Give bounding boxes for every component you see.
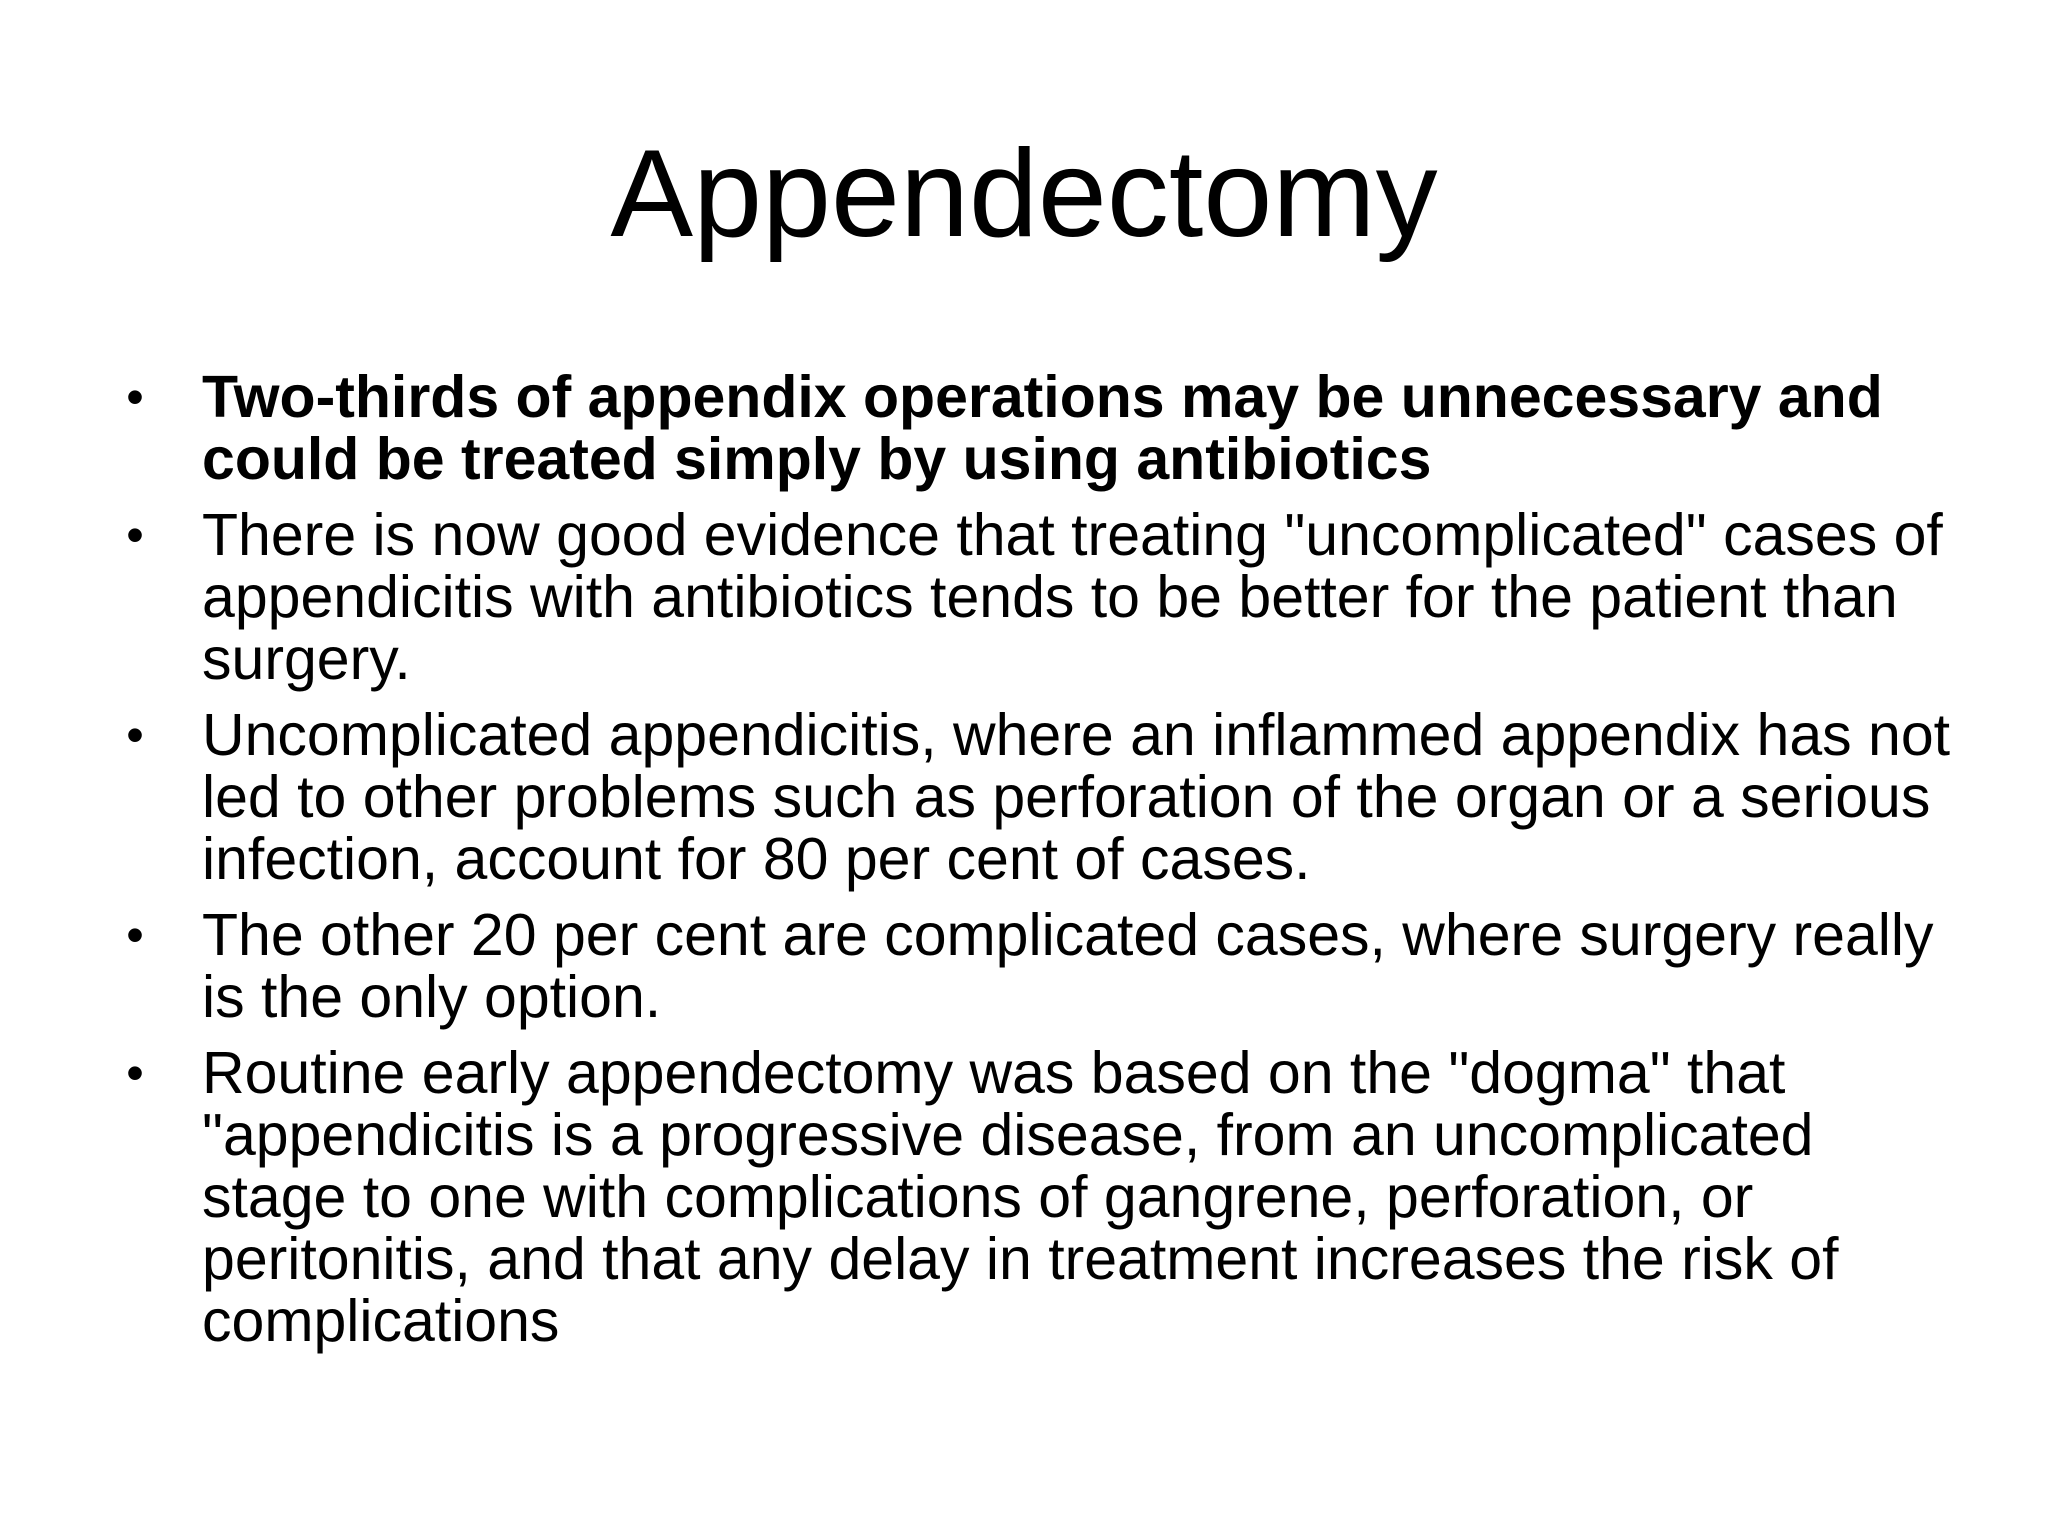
bullet-glyph: • (126, 507, 144, 563)
bullet-text: There is now good evidence that treating "uncomplicated" cases of appendicitis with antibiotics tends to be better for the patient than surgery. (202, 502, 1943, 692)
bullet-text: The other 20 per cent are complicated cases, where surgery really is the only option. (202, 902, 1934, 1030)
bullet-text: Uncomplicated appendicitis, where an inflammed appendix has not led to other problems such as perforation of the organ or a serious infection, account for 80 per cent of cases. (202, 702, 1951, 892)
bullet-text: Routine early appendectomy was based on the "dogma" that "appendicitis is a progressive disease, from an uncomplicated stage to one with complications of gangrene, perforation, or peritonitis, and that any delay in treatment increases the risk of complications (202, 1040, 1839, 1354)
bullet-list (120, 366, 1960, 1366)
bullet-text: Two-thirds of appendix operations may be unnecessary and could be treated simply by using antibiotics (202, 364, 1883, 492)
bullet-glyph: • (126, 707, 144, 763)
bullet-item (120, 366, 1960, 490)
bullet-item (120, 704, 1960, 890)
bullet-item (120, 504, 1960, 690)
bullet-glyph: • (126, 1045, 144, 1101)
bullet-glyph: • (126, 907, 144, 963)
slide-title: Appendectomy (610, 125, 1438, 263)
bullet-item (120, 1042, 1960, 1352)
bullet-glyph: • (126, 369, 144, 425)
bullet-item (120, 904, 1960, 1028)
